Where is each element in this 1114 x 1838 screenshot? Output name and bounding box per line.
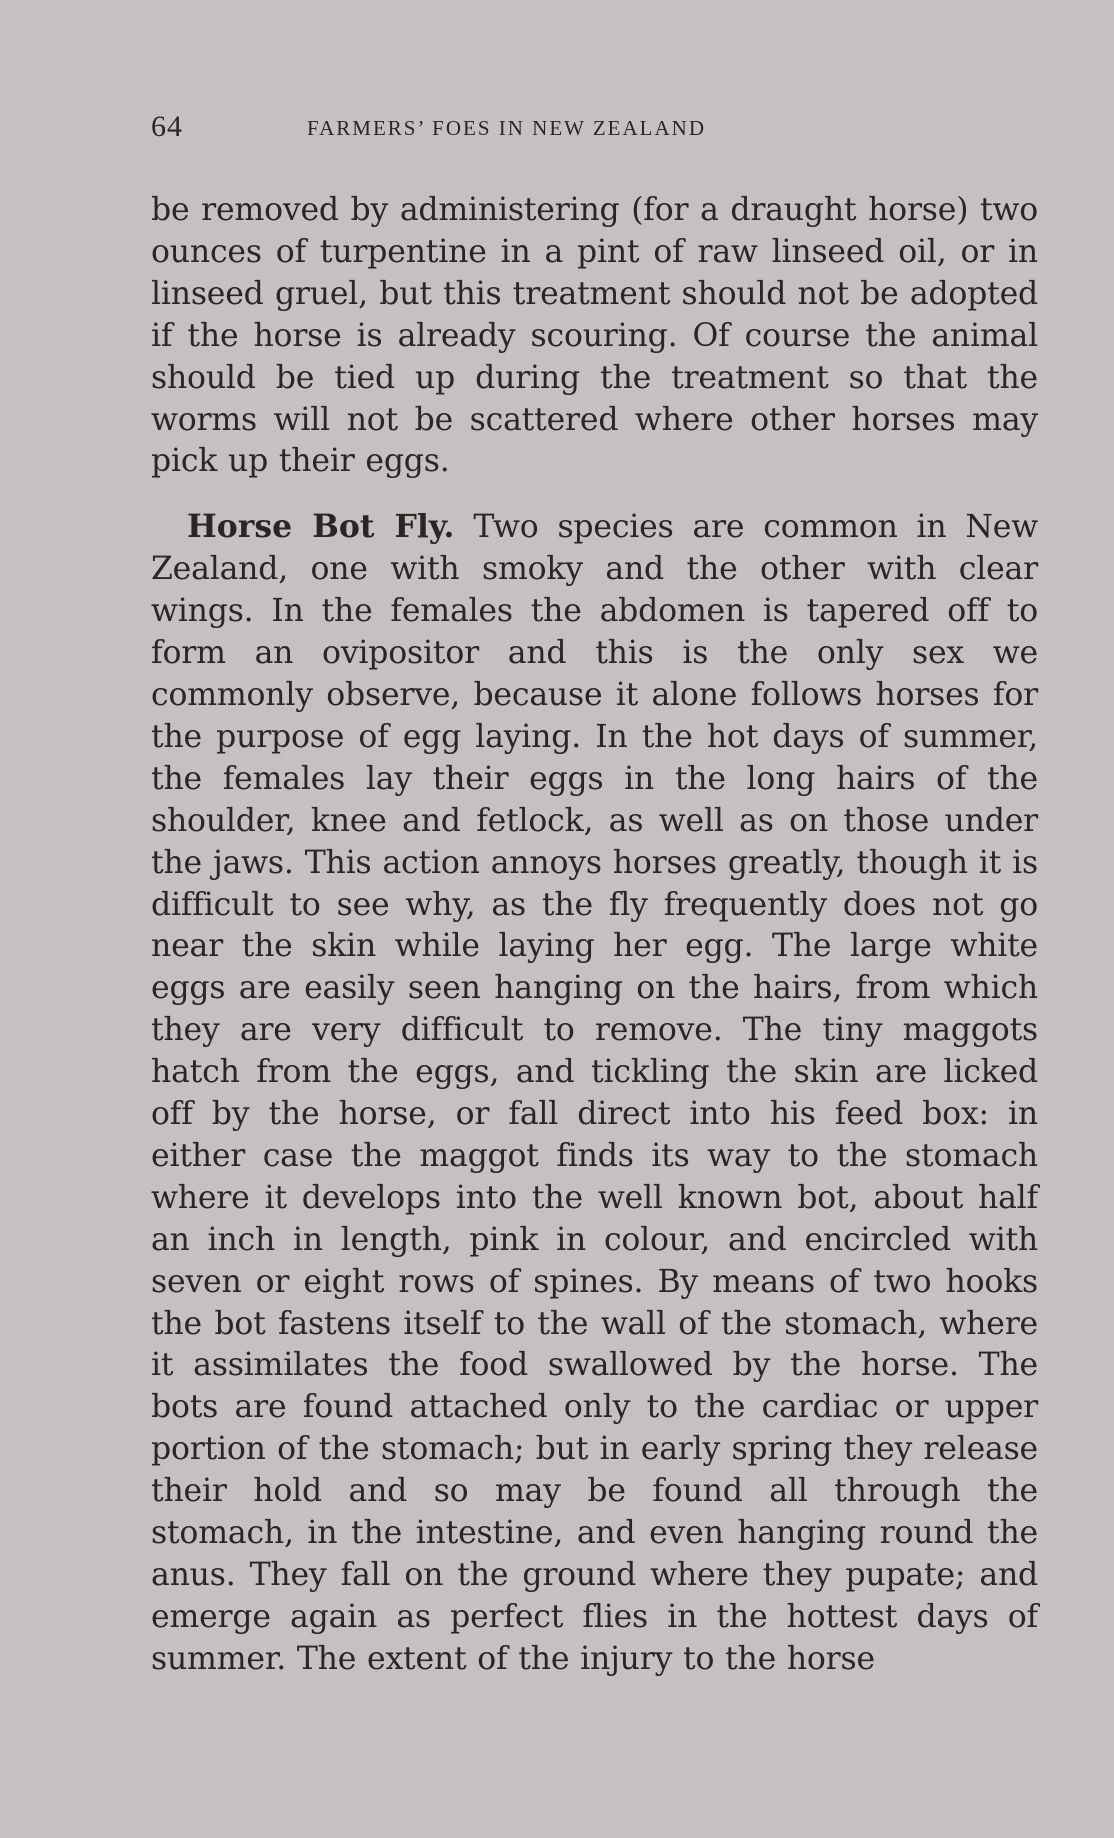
paragraph-turpentine-treatment (151, 190, 1038, 483)
book-page (151, 100, 1038, 1681)
paragraph-text: be removed by administering (for a draught horse) two ounces of turpentine in a pint of raw linseed oil, or in linseed gruel, but this treatment should not be adopted if the horse is already scouring. Of course the animal should be tied up during the treatment so that the worms will not be scattered where other horses may pick up their eggs. (151, 192, 1038, 480)
running-head: FARMERS’ FOES IN NEW ZEALAND (307, 116, 707, 140)
page-number: 64 (151, 110, 183, 143)
page-header (151, 100, 1038, 156)
paragraph-text: Two species are common in New Zealand, one with smoky and the other with clear wings. In the females the abdomen is tapered off to form an ovipositor and this is the only sex we commonly observe, because it alone follows horses for the purpose of egg laying. In the hot days of summer, the females lay their eggs in the long hairs of the shoulder, knee and fetlock, as well as on those under the jaws. This action annoys horses greatly, though it is difficult to see why, as the fly frequently does not go near the skin while laying her egg. The large white eggs are easily seen hanging on the hairs, from which they are very difficult to remove. The tiny maggots hatch from the eggs, and tickling the skin are licked off by the horse, or fall direct into his feed box: in either case the maggot finds its way to the stomach where it develops into the well known bot, about half an inch in length, pink in colour, and encircled with seven or eight rows of spines. By means of two hooks the bot fastens itself to the wall of the stomach, where it assimilates the food swallowed by the horse. The bots are found attached only to the cardiac or upper portion of the stomach; but in early spring they release their hold and so may be found all through the stomach, in the intestine, and even hanging round the anus. They fall on the ground where they pupate; and emerge again as perfect flies in the hottest days of summer. The extent of the injury to the horse (151, 509, 1038, 1677)
section-heading: Horse Bot Fly. (187, 508, 455, 546)
paragraph-horse-bot-fly (151, 506, 1038, 1680)
